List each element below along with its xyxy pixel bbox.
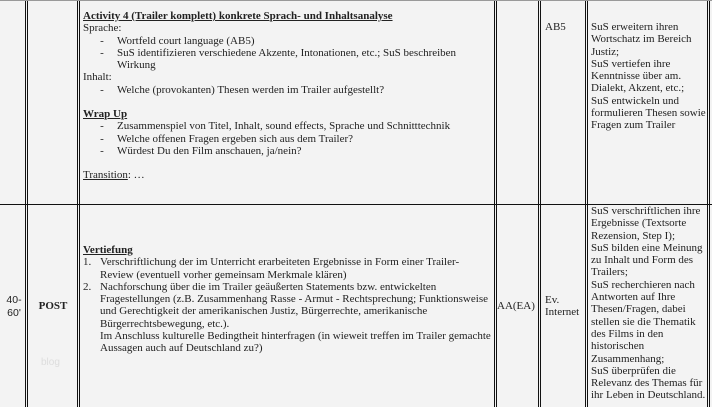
- social-form-cell: AA(EA): [497, 300, 535, 312]
- goals-cell: SuS verschriftlichen ihre Ergebnisse (Textsorte Rezension, Step I); SuS bilden eine Meinung zu Inhalt und Form des Trailers; SuS recherchieren nach Antworten auf Ihre Thesen/Fragen, dabei stellen sie die Thematik des Films in den historischen Zusammenhang; SuS überprüfen die Relevanz des Themas für ihr Leben in Deutschland.: [591, 205, 706, 402]
- list-item: - Zusammenspiel von Titel, Inhalt, sound effects, Sprache und Schnitttechnik: [100, 120, 451, 133]
- activity-cell: [80, 244, 494, 355]
- wrapup-title: Wrap Up: [83, 108, 128, 121]
- material-cell: Ev. Internet: [545, 294, 580, 319]
- transition: Transition: …: [83, 169, 145, 182]
- activity-cell: [80, 10, 494, 182]
- list-item: - SuS identifizieren verschiedene Akzente, Intonationen, etc.; SuS beschreiben Wirkung: [100, 46, 457, 72]
- vertiefung-title: Vertiefung: [83, 244, 133, 256]
- time-cell: 40-60': [6, 294, 22, 319]
- goals-cell: SuS erweitern ihren Wortschatz im Bereich Justiz; SuS vertiefen ihre Kenntnisse über am. Dialekt, Akzent, etc.; SuS entwickeln und formulieren Thesen sowie Fragen zum Trailer: [591, 21, 706, 132]
- phase-cell: POST: [38, 300, 68, 312]
- sprache-label: Sprache:: [83, 22, 122, 35]
- list-item: - Welche (provokanten) Thesen werden im Trailer aufgestellt?: [100, 83, 385, 96]
- list-item: - Würdest Du den Film anschauen, ja/nein?: [100, 144, 302, 157]
- inhalt-label: Inhalt:: [83, 71, 112, 84]
- watermark: blog: [41, 357, 60, 368]
- list-item: - Welche offenen Fragen ergeben sich aus dem Trailer?: [100, 132, 354, 145]
- material-cell: AB5: [545, 21, 566, 33]
- list-item: 2. Nachforschung über die im Trailer geäußerten Statements bzw. entwickelten Fragestellungen (z.B. Zusammenhang Rasse - Armut - Rechtsprechung; Funktionsweise und Gerechtigkeit der amerikanischen Justiz, Bürgerrechte, amerikanische Bürgerrechtsbewegung, etc.). Im Anschluss kulturelle Bedingtheit hinterfragen (in wieweit treffen im Trailer gemachte Aussagen auch auf Deutschland zu?): [83, 280, 491, 355]
- list-item: 1. Verschriftlichung der im Unterricht erarbeiteten Ergebnisse in Form einer Trailer-Review (eventuell vorher gemeinsam Merkmale klären): [83, 256, 460, 281]
- list-item: - Wortfeld court language (AB5): [100, 34, 255, 47]
- activity-title: Activity 4 (Trailer komplett) konkrete Sprach- und Inhaltsanalyse: [83, 10, 393, 22]
- row-divider: [0, 0, 712, 1]
